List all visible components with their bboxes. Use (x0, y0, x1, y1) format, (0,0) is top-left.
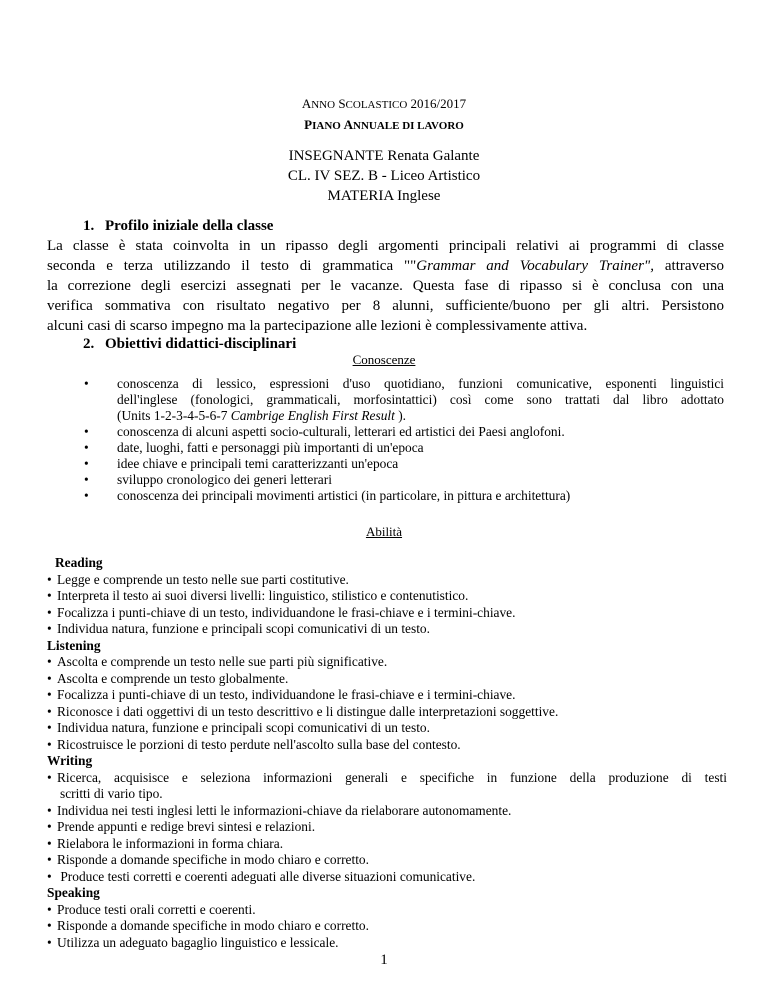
bullet-icon: • (47, 588, 52, 603)
reading-heading: Reading (55, 555, 103, 570)
conoscenze-subheading: Conoscenze (352, 352, 416, 367)
bullet-icon: • (47, 852, 52, 867)
list-item: • Ricostruisce le porzioni di testo perdute nell'ascolto sulla base del contesto. (47, 736, 461, 752)
bullet-icon: • (47, 571, 52, 587)
school-year-heading: ANNO SCOLASTICO 2016/2017 (301, 96, 467, 111)
list-item: • Legge e comprende un testo nelle sue parti costitutive. (47, 571, 349, 587)
bullet-icon: • (47, 687, 52, 702)
bullet-icon: • (47, 736, 52, 752)
section-1-heading: 1. Profilo iniziale della classe (83, 218, 274, 234)
list-item: • Rielabora le informazioni in forma chiara. (47, 835, 284, 851)
abilita-subheading: Abilità (365, 524, 403, 539)
list-item: • Individua natura, funzione e principali scopi comunicativi di un testo. (47, 621, 430, 636)
bullet-icon: • (84, 376, 89, 391)
bullet-icon: • (47, 868, 52, 884)
list-item: • idee chiave e principali temi caratterizzanti un'epoca (84, 456, 399, 471)
list-item: • conoscenza dei principali movimenti artistici (in particolare, in pittura e architettura) (84, 488, 571, 503)
bullet-icon: • (47, 918, 52, 933)
list-item-continuation: scritti di vario tipo. (60, 786, 163, 801)
list-item: • Ricerca, acquisisce e seleziona informazioni generali e specifiche in funzione della produzione di testi (47, 769, 727, 785)
subject-line: MATERIA Inglese (327, 188, 441, 204)
bullet-icon: • (84, 488, 89, 503)
listening-heading: Listening (47, 637, 101, 653)
list-item: • Individua nei testi inglesi letti le informazioni-chiave da rielaborare autonomamente. (47, 802, 512, 818)
list-item: • Individua natura, funzione e principali scopi comunicativi di un testo. (47, 720, 430, 735)
list-item: • Ascolta e comprende un testo nelle sue parti più significative. (47, 654, 388, 669)
list-item: • Ascolta e comprende un testo globalmente. (47, 670, 289, 686)
list-item: • Risponde a domande specifiche in modo chiaro e corretto. (47, 852, 369, 867)
bullet-icon: • (47, 835, 52, 851)
bullet-icon: • (47, 670, 52, 686)
conoscenze-list (84, 376, 724, 504)
writing-heading: Writing (47, 753, 93, 768)
list-item: • Produce testi orali corretti e coerenti. (47, 901, 256, 917)
list-item: • Focalizza i punti-chiave di un testo, individuandone le frasi-chiave e i termini-chiave. (47, 604, 516, 620)
bullet-icon: • (47, 769, 52, 785)
bullet-icon: • (47, 703, 52, 719)
bullet-icon: • (84, 472, 89, 487)
speaking-heading: Speaking (47, 885, 100, 900)
bullet-icon: • (47, 901, 52, 917)
list-item: • Riconosce i dati oggettivi di un testo descrittivo e li distingue dalle interpretazioni soggettive. (47, 703, 559, 719)
bullet-icon: • (47, 604, 52, 620)
bullet-icon: • (84, 424, 89, 439)
class-line: CL. IV SEZ. B - Liceo Artistico (287, 168, 481, 184)
list-item: • Focalizza i punti-chiave di un testo, individuandone le frasi-chiave e i termini-chiave. (47, 687, 516, 702)
annual-plan-heading: PIANO ANNUALE DI LAVORO (304, 117, 464, 132)
page-number: 1 (380, 952, 388, 968)
bullet-icon: • (84, 440, 89, 455)
section-2-heading: 2. Obiettivi didattici-disciplinari (83, 336, 297, 352)
teacher-line: INSEGNANTE Renata Galante (288, 148, 480, 164)
list-item: • conoscenza di alcuni aspetti socio-culturali, letterari ed artistici dei Paesi anglofoni. (84, 424, 565, 439)
list-item: • date, luoghi, fatti e personaggi più importanti di un'epoca (84, 440, 424, 455)
list-item: • sviluppo cronologico dei generi letterari (84, 472, 332, 487)
bullet-icon: • (47, 802, 52, 818)
list-item: • Prende appunti e redige brevi sintesi e relazioni. (47, 819, 316, 834)
list-item: • Interpreta il testo ai suoi diversi livelli: linguistico, stilistico e contenutistico. (47, 588, 469, 603)
bullet-icon: • (47, 654, 52, 669)
bullet-icon: • (84, 456, 89, 471)
list-item: • Produce testi corretti e coerenti adeguati alle diverse situazioni comunicative. (47, 868, 476, 884)
list-item: • Utilizza un adeguato bagaglio linguistico e lessicale. (47, 934, 339, 950)
bullet-icon: • (47, 720, 52, 735)
section-1-paragraph: La classe è stata coinvolta in un ripasso degli argomenti principali relativi ai programmi di classe seconda e terza utilizzando il testo di grammatica ""Grammar and Vocabulary Trainer", attraverso la correzione degli esercizi assegnati per le vacanze. Questa fase di ripasso si è conclusa con una verifica sommativa con risultato negativo per 8 alunni, sufficiente/buono per gli altri. Persistono alcuni casi di scarso impegno ma la partecipazione alle lezioni è complessivamente attiva. (47, 238, 725, 334)
bullet-icon: • (47, 819, 52, 834)
bullet-icon: • (47, 621, 52, 636)
bullet-icon: • (47, 934, 52, 950)
list-item: • conoscenza di lessico, espressioni d'uso quotidiano, funzioni comunicative, esponenti linguistici dell'inglese (fonologici, grammaticali, morfosintattici) così come sono trattati dal libro adottato (Units 1-2-3-4-5-6-7 Cambrige English First Result ). (84, 376, 724, 423)
abilita-content (47, 555, 727, 951)
list-item: • Risponde a domande specifiche in modo chiaro e corretto. (47, 918, 369, 933)
